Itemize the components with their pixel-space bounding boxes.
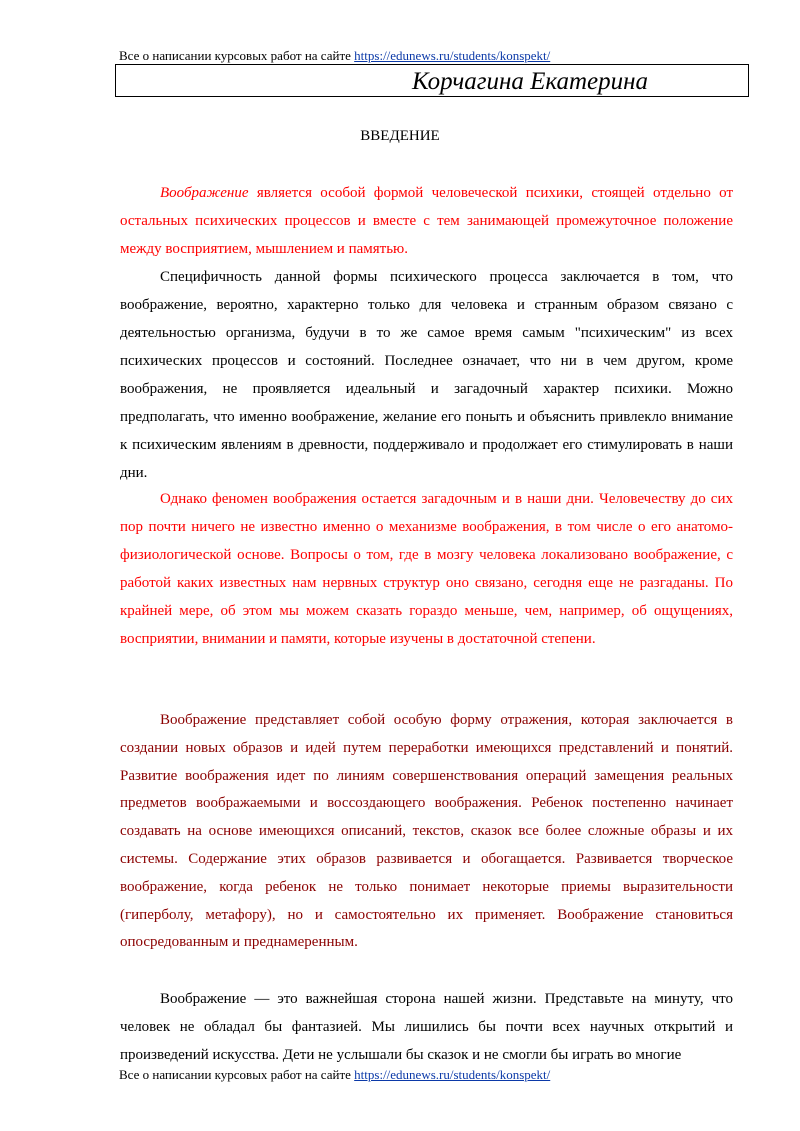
paragraph-intro-text: является особой формой человеческой психики, стоящей отдельно от остальных психических процессов и вместе с тем занимающей промежуточное положение между восприятием, мышлением и памятью.: [120, 185, 733, 257]
header-link[interactable]: https://edunews.ru/students/konspekt/: [354, 48, 551, 63]
author-name: Корчагина Екатерина: [412, 68, 649, 95]
paragraph-phenomenon: Однако феномен воображения остается загадочным и в наши дни. Человечеству до сих пор почти ничего не известно именно о механизме воображения, в том числе о его анатомо-физиологической основе. Вопросы о том, где в мозгу человека локализовано воображение, с работой каких известных нам нервных структур оно связано, сегодня еще не разгаданы. По крайней мере, об этом мы можем сказать гораздо меньше, чем, например, об ощущениях, восприятии, внимании и памяти, которые изучены в достаточной степени.: [120, 491, 733, 647]
footer-link[interactable]: https://edunews.ru/students/konspekt/: [354, 1067, 551, 1082]
footer-text: Все о написании курсовых работ на сайте: [119, 1067, 355, 1082]
paragraph-reflection: Воображение представляет собой особую форму отражения, которая заключается в создании новых образов и идей путем переработки имеющихся представлений и понятий. Развитие воображения идет по линиям совершенствования операций замещения реальных предметов воображаемыми и воссоздающего воображения. Ребенок постепенно начинает создавать на основе имеющихся описаний, текстов, сказок все более сложные образы и их системы. Содержание этих образов развивается и обогащается. Развивается творческое воображение, когда ребенок не только понимает некоторые приемы выразительности (гиперболу, метафору), но и самостоятельно их применяет. Воображение становиться опосредованным и преднамеренным.: [120, 712, 733, 951]
header-text: Все о написании курсовых работ на сайте: [119, 48, 355, 63]
page-footer: [119, 1067, 550, 1083]
page-header: [119, 48, 550, 64]
paragraph-importance: Воображение — это важнейшая сторона нашей жизни. Представьте на минуту, что человек не обладал бы фантазией. Мы лишились бы почти всех научных открытий и произведений искусства. Дети не услышали бы сказок и не смогли бы играть во многие: [120, 991, 733, 1063]
term-imagination: Воображение: [160, 185, 249, 201]
section-title: ВВЕДЕНИЕ: [360, 128, 440, 144]
paragraph-intro: [120, 179, 733, 263]
paragraph-specificity: Специфичность данной формы психического процесса заключается в том, что воображение, вероятно, характерно только для человека и странным образом связано с деятельностью организма, будучи в то же самое время самым "психическим" из всех психических процессов и состояний. Последнее означает, что ни в чем другом, кроме воображения, не проявляется идеальный и загадочный характер психики. Можно предполагать, что именно воображение, желание его поныть и объяснить привлекло внимание к психическим явлениям в древности, поддерживало и продолжает его стимулировать в наши дни.: [120, 269, 733, 481]
